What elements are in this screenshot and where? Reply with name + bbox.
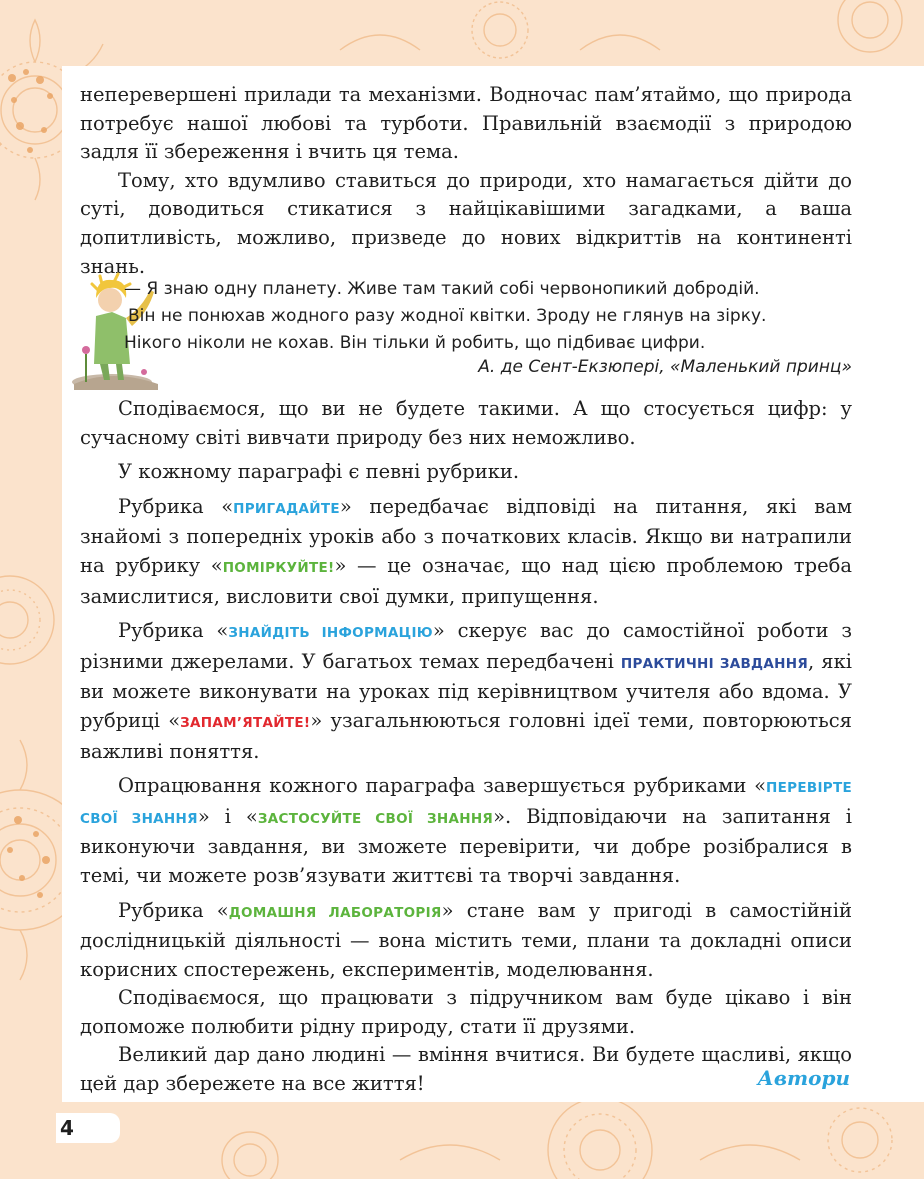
paragraph-8: Рубрика «ДОМАШНЯ ЛАБОРАТОРІЯ» стане вам у пригоді в самостійній дослідницькій діяльності — вона містить теми, плани та докладні описи корисних спостережень, експериментів, моделювання. <box>80 898 852 981</box>
text-block-top <box>80 81 852 281</box>
rubric-practical-tasks: ПРАКТИЧНІ ЗАВДАННЯ <box>620 655 809 672</box>
quote-line-2: Він не понюхав жодного разу жодної квітки. Зроду не глянув на зірку. <box>128 306 767 326</box>
quote-block <box>72 268 862 390</box>
rubric-check-knowledge: ПЕРЕВІРТЕ СВОЇ ЗНАННЯ <box>80 780 852 827</box>
quote-source: А. де Сент-Екзюпері, «Маленький принц» <box>478 357 852 377</box>
paragraph-1: неперевершені прилади та механізми. Водночас пам’ятаймо, що природа потребує нашої любові та турботи. Правильній взаємодії з природою задля її збереження і вчить ця тема. <box>80 83 852 164</box>
rubric-think: ПОМІРКУЙТЕ! <box>222 559 335 576</box>
paragraph-5: Рубрика «ПРИГАДАЙТЕ» передбачає відповіді на питання, які вам знайомі з попередніх уроків або з початкових класів. Якщо ви натрапили на рубрику «ПОМІРКУЙТЕ!» — це означає, що над цією проблемою треба замислитися, висловити свої думки, припущення. <box>80 494 852 608</box>
page-number: 4 <box>56 1113 120 1143</box>
quote-line-3: Нікого ніколи не кохав. Він тільки й робить, що підбиває цифри. <box>124 333 706 353</box>
paragraph-10: Великий дар дано людині — вміння вчитися. Ви будете щасливі, якщо цей дар збережете на все життя! <box>80 1043 852 1096</box>
paragraph-7: Опрацювання кожного параграфа завершується рубриками «ПЕРЕВІРТЕ СВОЇ ЗНАННЯ» і «ЗАСТОСУЙТЕ СВОЇ ЗНАННЯ». Відповідаючи на запитання і виконуючи завдання, ви зможете перевірити, чи добре розібралися в темі, чи можете розв’язувати життєві та творчі завдання. <box>80 774 852 887</box>
rubric-remember-prev: ПРИГАДАЙТЕ <box>233 500 340 517</box>
paragraph-4: У кожному параграфі є певні рубрики. <box>118 460 520 484</box>
paragraph-9: Сподіваємося, що працювати з підручником вам буде цікаво і він допоможе полюбити рідну природу, стати її друзями. <box>80 986 852 1038</box>
rubric-find-info: ЗНАЙДІТЬ ІНФОРМАЦІЮ <box>228 625 433 642</box>
text-block-main <box>80 395 852 1099</box>
rubric-memorize: ЗАПАМ’ЯТАЙТЕ! <box>180 714 311 731</box>
authors-signature: Автори <box>757 1066 850 1090</box>
paragraph-2: Тому, хто вдумливо ставиться до природи, хто намагається дійти до суті, доводиться стикатися з найцікавішими загадками, а ваша допитливість, можливо, призведе до нових відкриттів на континенті знань. <box>80 168 852 278</box>
quote-text <box>124 276 854 357</box>
paragraph-3: Сподіваємося, що ви не будете такими. А що стосується цифр: у сучасному світі вивчати природу без них неможливо. <box>80 397 852 449</box>
quote-line-1: — Я знаю одну планету. Живе там такий собі червонопикий добродій. <box>124 279 760 299</box>
paragraph-6: Рубрика «ЗНАЙДІТЬ ІНФОРМАЦІЮ» скерує вас до самостійної роботи з різними джерелами. У багатьох темах передбачені ПРАКТИЧНІ ЗАВДАННЯ, які ви можете виконувати на уроках під керівництвом учителя або вдома. У рубриці «ЗАПАМ’ЯТАЙТЕ!» узагальнюються головні ідеї теми, повторюються важливі поняття. <box>80 619 853 763</box>
rubric-apply-knowledge: ЗАСТОСУЙТЕ СВОЇ ЗНАННЯ <box>257 810 494 827</box>
rubric-home-lab: ДОМАШНЯ ЛАБОРАТОРІЯ <box>228 904 442 921</box>
